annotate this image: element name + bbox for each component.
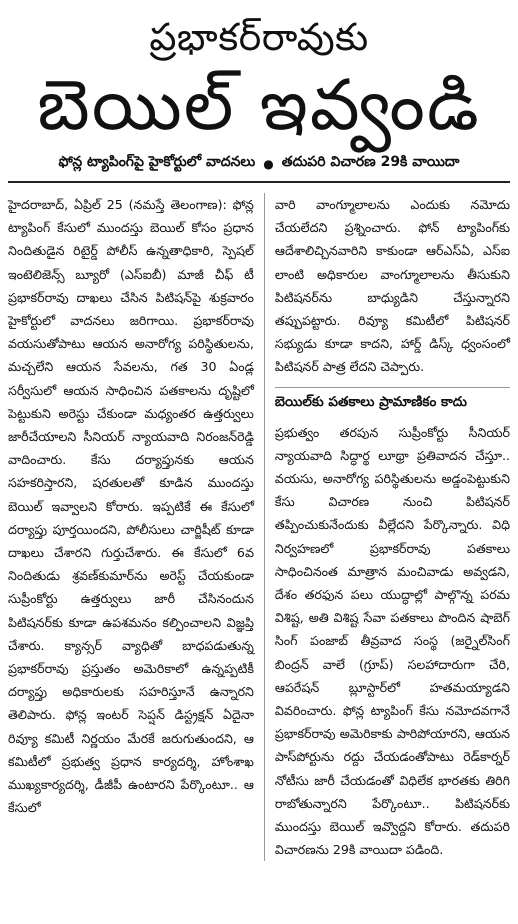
right-subhead: బెయిల్‌కు పతకాలు ప్రామాణికం కాదు: [275, 387, 510, 413]
article-headline: బెయిల్ ఇవ్వండి: [37, 64, 481, 146]
article-subline: [8, 148, 510, 183]
article-body: [8, 183, 510, 861]
right-column-top-text: వారి వాంగ్మూలాలను ఎందుకు నమోదు చేయలేదని ప్రశ్నించారు. ఫోన్ ట్యాపింగ్‌కు ఆదేశాలిచ్చినవారిని కాకుండా ఆర్ఎస్ఏ, ఎస్ఐ లాంటి అధికారుల వాంగ్మూలాలను తీసుకుని పిటిషనర్‌ను బాధ్యుడిని చేస్తున్నారని తప్పుపట్టారు. రివ్యూ కమిటీలో పిటిషనర్ సభ్యుడు కూడా కాదని, హార్డ్ డిస్క్ ధ్వంసంలో పిటిషనర్ పాత్ర లేదని చెప్పారు.: [274, 197, 510, 375]
right-column-bottom-text: ప్రభుత్వం తరపున సుప్రీంకోర్టు సీనియర్ న్యాయవాది సిద్ధార్థ లూథ్రా ప్రతివాదన చేస్తూ.. వయసు, అనారోగ్య పరిస్థితులను అడ్డంపెట్టుకుని కేసు విచారణ నుంచి పిటిషనర్ తప్పించుకునేందుకు వీల్లేదని పేర్కొన్నారు. విధి నిర్వహణలో ప్రభాకర్‌రావు పతకాలు సాధించినంత మాత్రాన మంచివాడు అవ్వడని, దేశం తరఫున పలు యుద్ధాల్లో పాల్గొన్న పరమ విశిష్ట, అతి విశిష్ట సేవా పతకాలు పొందిన షాబెగ్ సింగ్ పంజాబ్ తీవ్రవాద సంస్థ (జర్నైల్‌సింగ్ బింద్రన్ వాలే (గ్రూప్) సలహాదారుగా చేరి, ఆపరేషన్ బ్లూస్టార్‌లో హతమయ్యాడని వివరించారు. ఫోన్ల ట్యాపింగ్ కేసు నమోదవగానే ప్రభాకర్‌రావు అమెరికాకు పారిపోయారని, ఆయన పాస్‌పోర్టును రద్దు చేయడంతోపాటు రెడ్‌కార్నర్ నోటీసు జారీ చేయడంతో విధిలేక భారతకు తిరిగి రాబోతున్నారని పేర్కొంటూ.. పిటిషనర్‌కు ముందస్తు బెయిల్ ఇవ్వొద్దని కోరారు. తదుపరి విచారణను 29కి వాయిదా పడింది.: [274, 424, 510, 858]
left-column: [8, 193, 254, 861]
article-kicker: ప్రభాకర్‌రావుకు: [149, 15, 369, 59]
right-column: [264, 193, 510, 861]
subline-bullet-icon: ●: [263, 156, 274, 171]
left-column-text: హైదరాబాద్, ఏప్రిల్ 25 (నమస్తే తెలంగాణ): ఫోన్ల ట్యాపింగ్ కేసులో ముందస్తు బెయిల్ కోసం ప్రధాన నిందితుడైన రిటైర్డ్ పోలీస్ ఉన్నతాధికారి, స్పెషల్ ఇంటెలిజెన్స్ బ్యూరో (ఎస్ఐబీ) మాజీ చీఫ్ టీ ప్రభాకర్‌రావు దాఖలు చేసిన పిటిషన్‌పై శుక్రవారం హైకోర్టులో వాదనలు జరిగాయి. ప్రభాకర్‌రావు వయసుతోపాటు ఆయన అనారోగ్య పరిస్థితులను, మచ్చలేని ఆయన సేవలను, గత 30 ఏండ్ల సర్వీసులో ఆయన సాధించిన పతకాలను దృష్టిలో పెట్టుకుని అరెస్టు చేకుండా మధ్యంతర ఉత్తర్వులు జారీచేయాలని సీనియర్ న్యాయవాది నిరంజన్‌రెడ్డి వాదించారు. కేసు దర్యాప్తునకు ఆయన సహకరిస్తారని, షరతులతో కూడిన ముందస్తు బెయిల్ ఇవ్వాలని కోరారు. ఇప్పటికే ఈ కేసులో దర్యాప్తు పూర్తయిందని, పోలీసులు చార్జిషీట్ కూడా దాఖలు చేశారని గుర్తుచేశారు. ఈ కేసులో 6వ నిందితుడు శ్రవణ్‌కుమార్‌ను అరెస్ట్ చేయకుండా సుప్రీంకోర్టు ఉత్తర్వులు జారీ చేసినందున పిటిషనర్‌కు కూడా ఉపశమనం కల్పించాలని విజ్ఞప్తి చేశారు. క్యాన్సర్ వ్యాధితో బాధపడుతున్న ప్రభాకర్‌రావు ప్రస్తుతం అమెరికాలో ఉన్నప్పటికీ దర్యాప్తు అధికారులకు సహరిస్తూనే ఉన్నారని తెలిపారు. ఫోన్ల ఇంటర్ సెప్షన్ డిస్ట్రక్షన్ ఏదైనా రివ్యూ కమిటీ నిర్ణయం మేరకే జరుగుతుందని, ఆ కమిటీలో ప్రభుత్వ ప్రధాన కార్యదర్శి, హోంశాఖ ముఖ్యకార్యదర్శి, డీజీపీ ఉంటారని పేర్కొంటూ.. ఆ కేసులో: [8, 197, 254, 816]
subline-part-b: తదుపరి విచారణ 29కి వాయిదా: [281, 154, 460, 170]
subline-part-a: ఫోన్ల ట్యాపింగ్‌పై హైకోర్టులో వాదనలు: [58, 154, 256, 170]
